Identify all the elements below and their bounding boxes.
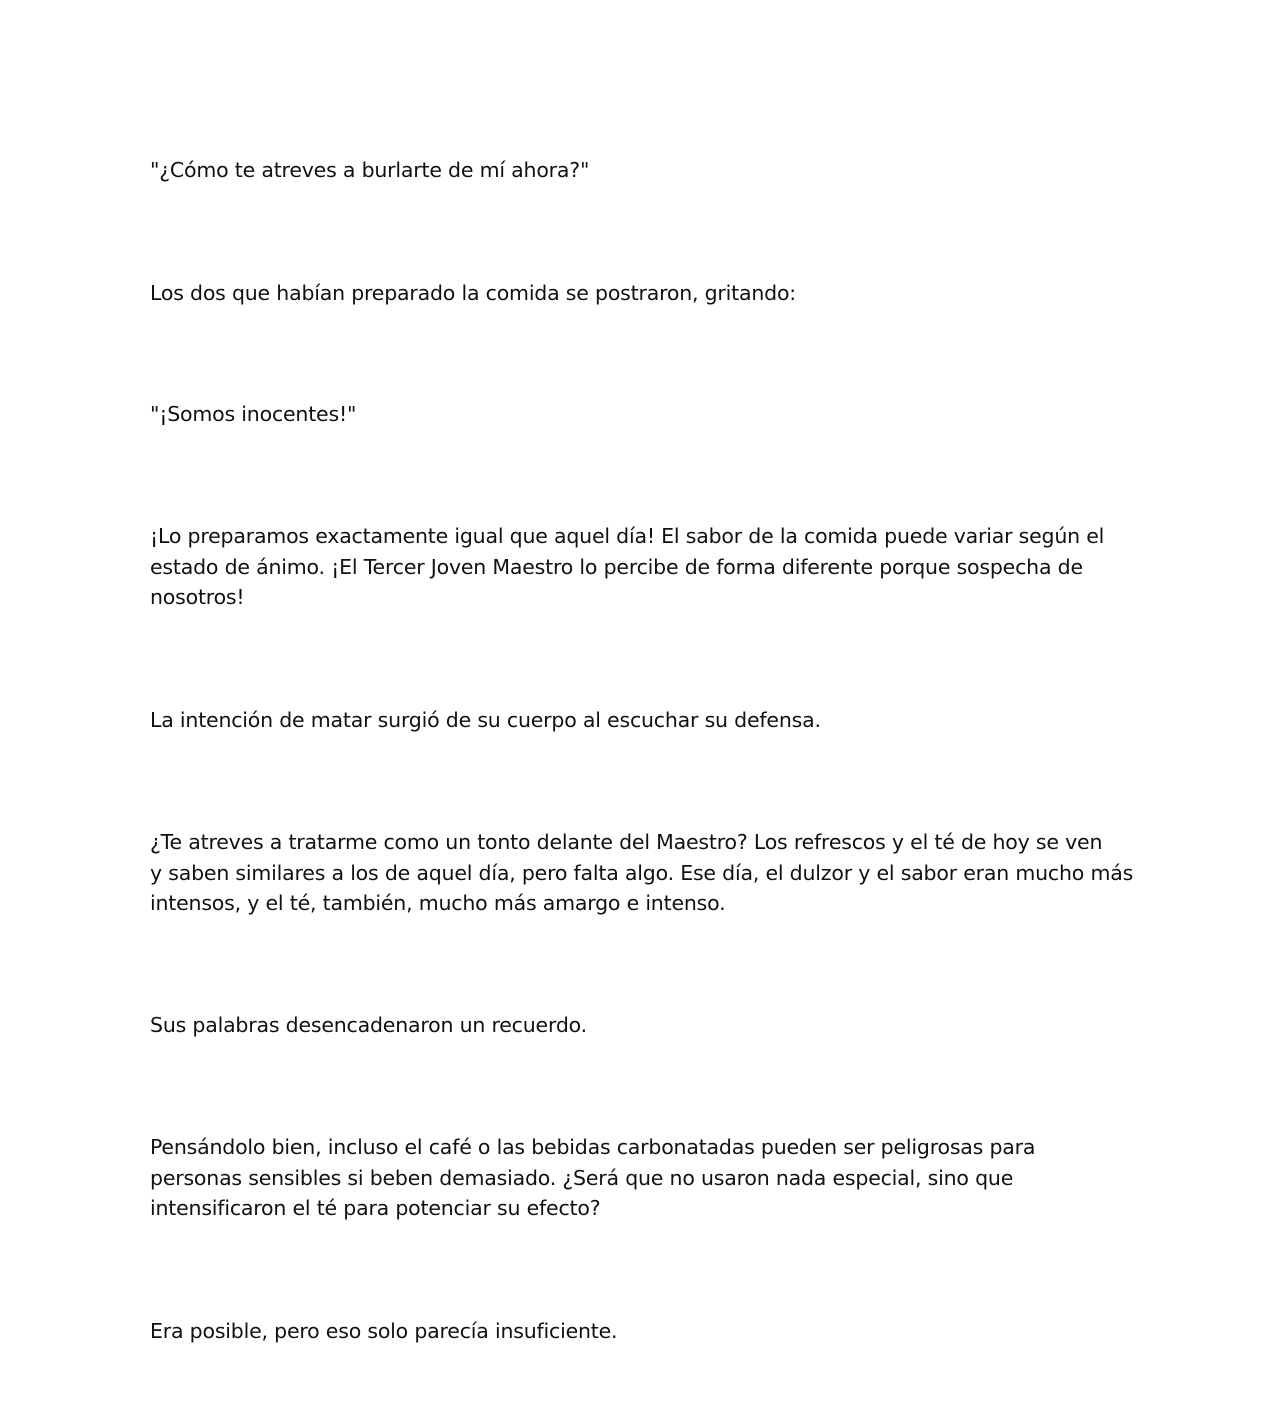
text-line: "¡Somos inocentes!" [150,402,357,426]
text-line: Pensándolo bien, incluso el café o las bebidas carbonatadas pueden ser peligrosas para [150,1135,1036,1159]
text-line: intensos, y el té, también, mucho más amargo e intenso. [150,891,726,916]
text-line: "¿Cómo te atreves a burlarte de mí ahora?" [150,158,590,182]
paragraph-7 [150,1010,1140,1041]
paragraph-6 [150,827,1140,919]
paragraph-8 [150,1132,1140,1224]
text-line: ¡Lo preparamos exactamente igual que aquel día! El sabor de la comida puede variar según el [150,524,1105,548]
paragraph-1 [150,155,1140,186]
paragraph-5 [150,705,1140,736]
paragraph-9 [150,1316,1140,1347]
text-line: Era posible, pero eso solo parecía insuficiente. [150,1319,618,1343]
text-line: estado de ánimo. ¡El Tercer Joven Maestro lo percibe de forma diferente porque sospecha de [150,554,1083,579]
text-line: intensificaron el té para potenciar su efecto? [150,1196,601,1221]
text-line: personas sensibles si beben demasiado. ¿Será que no usaron nada especial, sino que [150,1165,1014,1190]
text-line: ¿Te atreves a tratarme como un tonto delante del Maestro? Los refrescos y el té de hoy se ven [150,830,1103,854]
paragraph-3 [150,399,1140,430]
text-line: La intención de matar surgió de su cuerpo al escuchar su defensa. [150,708,821,732]
text-line: y saben similares a los de aquel día, pero falta algo. Ese día, el dulzor y el sabor eran mucho más [150,860,1134,885]
text-line: Los dos que habían preparado la comida se postraron, gritando: [150,281,797,305]
paragraph-4 [150,521,1140,613]
text-line: Sus palabras desencadenaron un recuerdo. [150,1013,587,1037]
text-line: nosotros! [150,585,245,610]
paragraph-2 [150,278,1140,309]
